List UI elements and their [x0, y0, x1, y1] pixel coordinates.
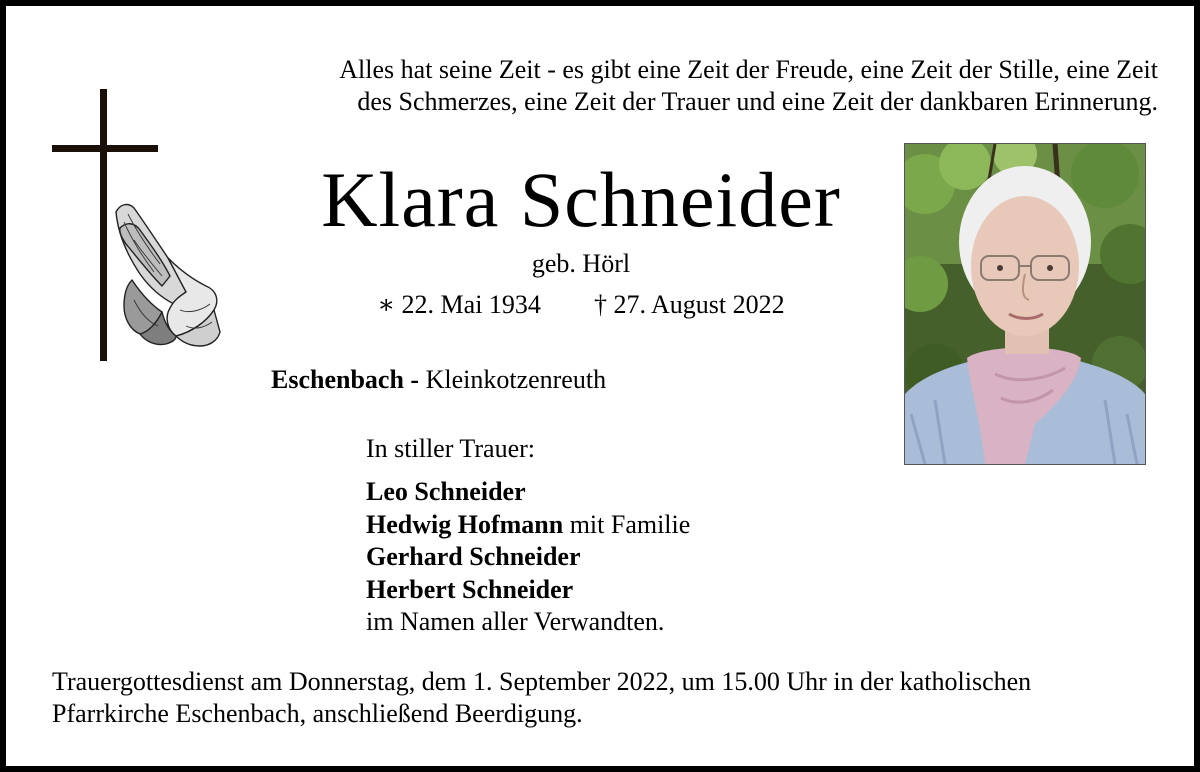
life-dates — [256, 289, 906, 321]
deceased-name: Klara Schneider — [321, 156, 841, 243]
motto-line-2: des Schmerzes, eine Zeit der Trauer und eine Zeit der dankbaren Erinnerung. — [357, 87, 1158, 116]
death-date: 27. August 2022 — [613, 290, 785, 319]
mourner-name: Hedwig Hofmann — [366, 509, 564, 539]
portrait-photo — [904, 143, 1146, 465]
praying-hands-icon — [110, 200, 222, 350]
service-line-1: Trauergottesdienst am Donnerstag, dem 1. September 2022, um 15.00 Uhr in der katholischen — [52, 667, 1032, 696]
birth-symbol: ∗ — [377, 290, 396, 319]
mourner-name: Leo Schneider — [366, 477, 526, 506]
death-symbol: † — [593, 290, 607, 319]
hometown-town: Eschenbach - — [271, 365, 420, 394]
motto-text — [156, 54, 1158, 118]
service-notice — [52, 666, 1172, 730]
mourner-entry — [366, 476, 690, 509]
mourner-entry — [366, 541, 690, 574]
mourner-entry — [366, 574, 690, 607]
birth-date: 22. Mai 1934 — [401, 290, 541, 319]
mourner-entry — [366, 509, 690, 542]
hometown — [271, 364, 606, 396]
motto-line-1: Alles hat seine Zeit - es gibt eine Zeit der Freude, eine Zeit der Stille, eine Zeit — [339, 55, 1158, 84]
mourner-name: Gerhard Schneider — [366, 542, 581, 571]
cross-icon-crossbar — [52, 145, 158, 152]
mourner-name: Herbert Schneider — [366, 574, 574, 604]
mourning-intro: In stiller Trauer: — [366, 434, 535, 463]
mourners-closing: im Namen aller Verwandten. — [366, 607, 665, 636]
maiden-name: geb. Hörl — [531, 249, 631, 278]
hometown-village: Kleinkotzenreuth — [425, 365, 607, 394]
cross-icon — [100, 89, 107, 361]
mourners-list — [366, 476, 690, 639]
mourner-suffix: mit Familie — [563, 509, 691, 539]
service-line-2: Pfarrkirche Eschenbach, anschließend Beerdigung. — [52, 699, 583, 728]
